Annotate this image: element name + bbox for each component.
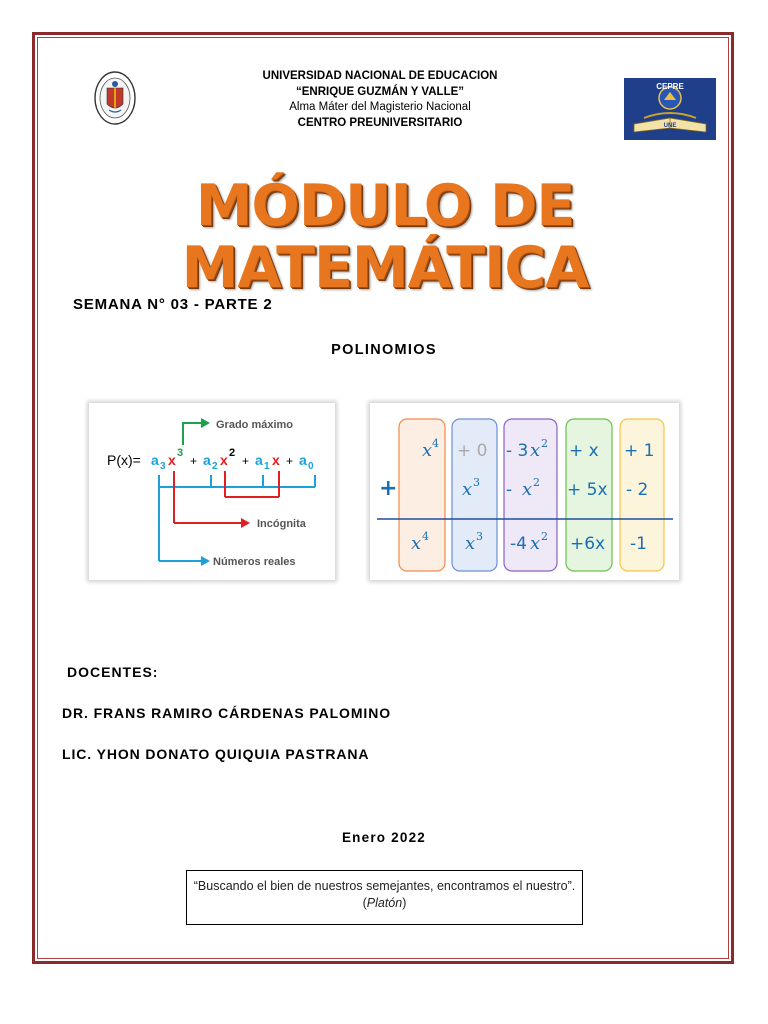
r1-x2-exp: 2: [541, 437, 548, 450]
week-label: SEMANA N° 03 - PARTE 2: [73, 296, 273, 313]
r1-plus0: + 0: [457, 441, 488, 461]
r1-minus3: - 3: [506, 441, 529, 461]
r3-x3-exp: 3: [476, 530, 483, 543]
title-line2: MATEMÁTICA: [181, 235, 589, 301]
r3-x2-exp: 2: [541, 530, 548, 543]
incognita-label: Incógnita: [257, 518, 306, 530]
polynomial-addition-diagram: [370, 403, 679, 580]
formula-prefix: P(x)=: [107, 452, 141, 468]
plus-1: +: [190, 454, 198, 468]
var-x1: x: [272, 452, 280, 468]
cepre-logo-text: CEPRE: [656, 82, 684, 91]
r3-x4-exp: 4: [422, 530, 429, 543]
var-x3: x: [168, 452, 176, 468]
plus-sign: +: [379, 476, 398, 501]
coef-a2: a: [203, 452, 211, 468]
r2-x2: x: [522, 479, 533, 500]
exp-2: 2: [229, 447, 236, 459]
sub-1: 1: [264, 461, 270, 472]
cepre-une-logo: [624, 78, 716, 140]
r1-x4: x: [422, 440, 433, 461]
docentes-heading: DOCENTES:: [67, 664, 159, 680]
header-motto: Alma Máter del Magisterio Nacional: [289, 101, 471, 113]
une-logo-text: UNE: [663, 123, 677, 129]
docente-2: LIC. YHON DONATO QUIQUIA PASTRANA: [62, 746, 370, 762]
r2-x3: x: [462, 479, 473, 500]
header-name: “ENRIQUE GUZMÁN Y VALLE”: [295, 85, 465, 98]
grado-maximo-label: Grado máximo: [216, 419, 294, 431]
r1-x2: x: [530, 440, 541, 461]
quote-text: “Buscando el bien de nuestros semejantes, encontramos el nuestro”. (: [193, 879, 576, 910]
r2-x3-exp: 3: [473, 476, 480, 489]
polynomial-structure-diagram: [89, 403, 335, 580]
r2-plus5x: + 5x: [567, 480, 608, 500]
topic-title: POLINOMIOS: [331, 342, 437, 358]
r2-minus: -: [506, 480, 513, 500]
r3-x2: x: [530, 533, 541, 554]
r3-minus1: -1: [630, 534, 647, 554]
docente-1: DR. FRANS RAMIRO CÁRDENAS PALOMINO: [62, 705, 392, 721]
r2-x2-exp: 2: [533, 476, 540, 489]
quote-author: Platón: [366, 896, 403, 910]
header-center: CENTRO PREUNIVERSITARIO: [297, 116, 463, 129]
coef-a3: a: [151, 452, 159, 468]
r1-plus1: + 1: [624, 441, 655, 461]
quote-box: [186, 870, 583, 925]
sub-0: 0: [308, 461, 314, 472]
var-x2: x: [220, 452, 228, 468]
date-label: Enero 2022: [341, 830, 427, 845]
title-line1: MÓDULO DE: [195, 173, 575, 239]
r1-x4-exp: 4: [432, 437, 439, 450]
quote-close: ): [402, 896, 407, 910]
numeros-reales-label: Números reales: [213, 556, 296, 568]
r3-x4: x: [411, 533, 422, 554]
coef-a1: a: [255, 452, 263, 468]
plus-2: +: [242, 454, 250, 468]
university-seal-logo: [93, 70, 137, 126]
exp-3: 3: [177, 447, 184, 459]
r2-minus2: - 2: [626, 480, 649, 500]
r3-x3: x: [465, 533, 476, 554]
sub-2: 2: [212, 461, 218, 472]
institution-header: [200, 69, 560, 131]
header-university: UNIVERSIDAD NACIONAL DE EDUCACION: [262, 70, 498, 82]
coef-a0: a: [299, 452, 307, 468]
r3-plus6x: +6x: [570, 534, 606, 554]
r1-plusx: + x: [569, 441, 599, 461]
plus-3: +: [286, 454, 294, 468]
sub-3: 3: [160, 461, 166, 472]
r3-minus4: -4: [510, 534, 527, 554]
module-title: [150, 175, 620, 299]
